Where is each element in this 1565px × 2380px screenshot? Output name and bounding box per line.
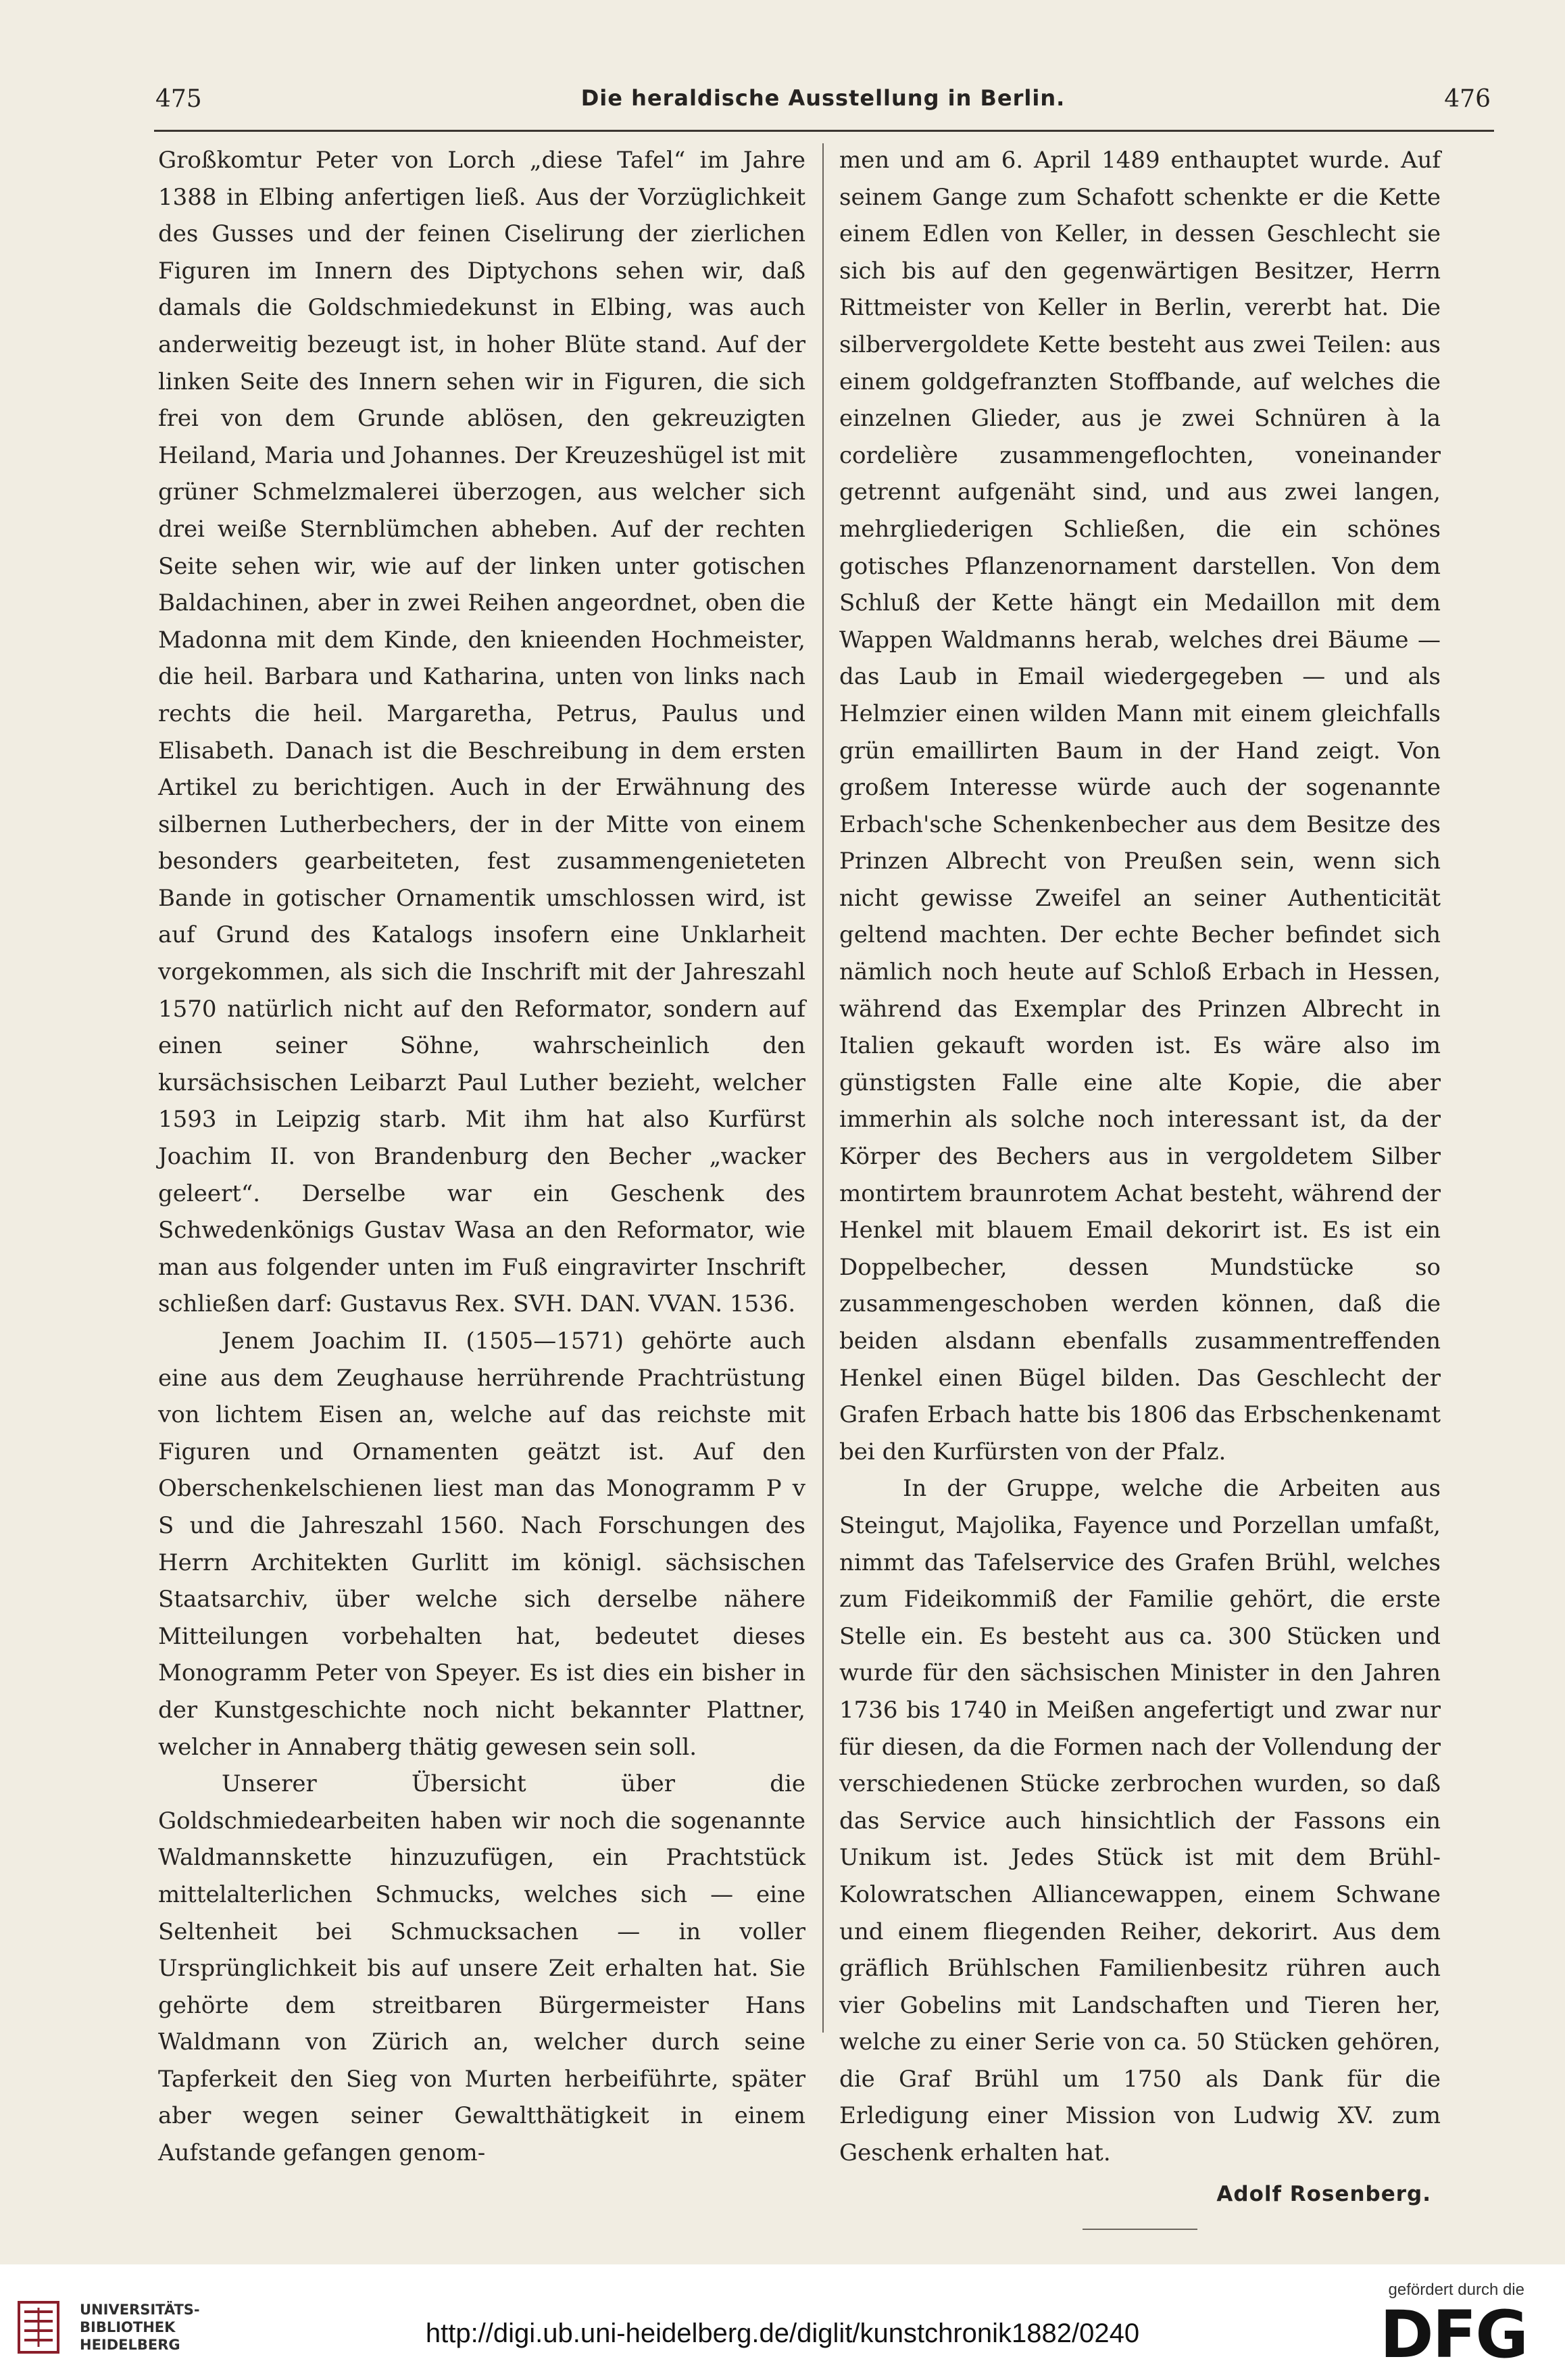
page-number-left: 475 bbox=[155, 85, 202, 113]
closing-rule bbox=[1083, 2229, 1197, 2230]
right-paragraph-2: In der Gruppe, welche die Arbeiten aus Steingut, Majolika, Fayence und Porzellan umfaßt, nimmt das Tafelservice des Grafen Brühl, welches zum Fideikommiß der Familie gehört, die erste Stelle ein. Es besteht aus ca. 300 Stücken und wurde für den sächsischen Minister in den Jahren 1736 bis 1740 in Meißen angefertigt und zwar nur für diesen, da die Formen nach der Vollendung der verschiedenen Stücke zerbrochen wurden, so daß das Service auch hinsichtlich der Fassons ein Unikum ist. Jedes Stück ist mit dem Brühl-Kolowratschen Alliancewappen, einem Schwane und einem fliegenden Reiher, dekorirt. Aus dem gräflich Brühlschen Familienbesitz rühren auch vier Gobelins mit Landschaften und Tieren her, welche zu einer Serie von ca. 50 Stücken gehören, die Graf Brühl um 1750 als Dank für die Erledigung einer Mission von Ludwig XV. zum Geschenk erhalten hat. bbox=[839, 1475, 1441, 2167]
left-column bbox=[158, 142, 805, 2172]
library-name-line-3: HEIDELBERG bbox=[80, 2337, 180, 2353]
running-title: Die heraldische Ausstellung in Berlin. bbox=[580, 85, 1066, 111]
author-signature: Adolf Rosenberg. bbox=[1216, 2181, 1431, 2206]
column-divider bbox=[822, 143, 824, 2033]
page-number-right: 476 bbox=[1444, 85, 1491, 113]
left-paragraph-3: Unserer Übersicht über die Goldschmiedearbeiten haben wir noch die sogenannte Waldmannskette hinzuzufügen, ein Prachtstück mittelalterlichen Schmucks, welches sich — eine Seltenheit bei Schmucksachen — in voller Ursprünglichkeit bis auf unsere Zeit erhalten hat. Sie gehörte dem streitbaren Bürgermeister Hans Waldmann von Zürich an, welcher durch seine Tapferkeit den Sieg von Murten herbeiführte, später aber wegen seiner Gewaltthätigkeit in einem Aufstande gefangen genom- bbox=[158, 1770, 805, 2167]
right-paragraph-1: men und am 6. April 1489 enthauptet wurde. Auf seinem Gange zum Schafott schenkte er die Kette einem Edlen von Keller, in dessen Geschlecht sie sich bis auf den gegenwärtigen Besitzer, Herrn Rittmeister von Keller in Berlin, vererbt hat. Die silbervergoldete Kette besteht aus zwei Teilen: aus einem goldgefranzten Stoffbande, auf welches die einzelnen Glieder, aus je zwei Schnüren à la cordelière zusammengeflochten, voneinander getrennt aufgenäht sind, und aus zwei langen, mehrgliederigen Schließen, die ein schönes gotisches Pflanzenornament darstellen. Von dem Schluß der Kette hängt ein Medaillon mit dem Wappen Waldmanns herab, welches drei Bäume — das Laub in Email wiedergegeben — und als Helmzier einen wilden Mann mit einem gleichfalls grün emaillirten Baum in der Hand zeigt. Von großem Interesse würde auch der sogenannte Erbach'sche Schenkenbecher aus dem Besitze des Prinzen Albrecht von Preußen sein, wenn sich nicht gewisse Zweifel an seiner Authenticität geltend machten. Der echte Becher befindet sich nämlich noch heute auf Schloß Erbach in Hessen, während das Exemplar des Prinzen Albrecht in Italien gekauft worden ist. Es wäre also im günstigsten Falle eine alte Kopie, die aber immerhin als solche noch interessant ist, da der Körper des Bechers aus in vergoldetem Silber montirtem braunrotem Achat besteht, während der Henkel mit blauem Email dekorirt ist. Es ist ein Doppelbecher, dessen Mundstücke so zusammengeschoben werden können, daß die beiden alsdann ebenfalls zusammentreffenden Henkel einen Bügel bilden. Das Geschlecht der Grafen Erbach hatte bis 1806 das Erbschenkenamt bei den Kurfürsten von der Pfalz. bbox=[839, 147, 1441, 1465]
library-name-line-2: BIBLIOTHEK bbox=[80, 2319, 176, 2335]
running-header bbox=[155, 85, 1491, 126]
left-paragraph-2: Jenem Joachim II. (1505—1571) gehörte auch eine aus dem Zeughause herrührende Prachtrüstung von lichtem Eisen an, welche auf das reichste mit Figuren und Ornamenten geätzt ist. Auf den Oberschenkelschienen liest man das Monogramm P v S und die Jahreszahl 1560. Nach Forschungen des Herrn Architekten Gurlitt im königl. sächsischen Staatsarchiv, über welche sich derselbe nähere Mitteilungen vorbehalten hat, bedeutet dieses Monogramm Peter von Speyer. Es ist dies ein bisher in der Kunstgeschichte noch nicht bekannter Plattner, welcher in Annaberg thätig gewesen sein soll. bbox=[158, 1328, 805, 1761]
funded-by-label: gefördert durch die bbox=[1388, 2281, 1524, 2299]
source-url-link[interactable]: http://digi.ub.uni-heidelberg.de/diglit/kunstchronik1882/0240 bbox=[425, 2318, 1140, 2348]
header-rule bbox=[154, 130, 1494, 132]
right-column bbox=[839, 142, 1441, 2230]
library-name-line-1: UNIVERSITÄTS- bbox=[80, 2302, 200, 2318]
dfg-logo: DFG bbox=[1379, 2297, 1527, 2373]
left-paragraph-1: Großkomtur Peter von Lorch „diese Tafel“ im Jahre 1388 in Elbing anfertigen ließ. Aus der Vorzüglichkeit des Gusses und der feinen Ciselirung der zierlichen Figuren im Innern des Diptychons sehen wir, daß damals die Goldschmiedekunst in Elbing, was auch anderweitig bezeugt ist, in hoher Blüte stand. Auf der linken Seite des Innern sehen wir in Figuren, die sich frei von dem Grunde ablösen, den gekreuzigten Heiland, Maria und Johannes. Der Kreuzeshügel ist mit grüner Schmelzmalerei überzogen, aus welcher sich drei weiße Sternblümchen abheben. Auf der rechten Seite sehen wir, wie auf der linken unter gotischen Baldachinen, aber in zwei Reihen angeordnet, oben die Madonna mit dem Kinde, den knieenden Hochmeister, die heil. Barbara und Katharina, unten von links nach rechts die heil. Margaretha, Petrus, Paulus und Elisabeth. Danach ist die Beschreibung in dem ersten Artikel zu berichtigen. Auch in der Erwähnung des silbernen Lutherbechers, der in der Mitte von einem besonders gearbeiteten, fest zusammengenieteten Bande in gotischer Ornamentik umschlossen wird, ist auf Grund des Katalogs insofern eine Unklarheit vorgekommen, als sich die Inschrift mit der Jahreszahl 1570 natürlich nicht auf den Reformator, sondern auf einen seiner Söhne, wahrscheinlich den kursächsischen Leibarzt Paul Luther bezieht, welcher 1593 in Leipzig starb. Mit ihm hat also Kurfürst Joachim II. von Brandenburg den Becher „wacker geleert“. Derselbe war ein Geschenk des Schwedenkönigs Gustav Wasa an den Reformator, wie man aus folgender unten im Fuß eingravirter Inschrift schließen darf: Gustavus Rex. SVH. DAN. VVAN. 1536. bbox=[158, 147, 805, 1318]
